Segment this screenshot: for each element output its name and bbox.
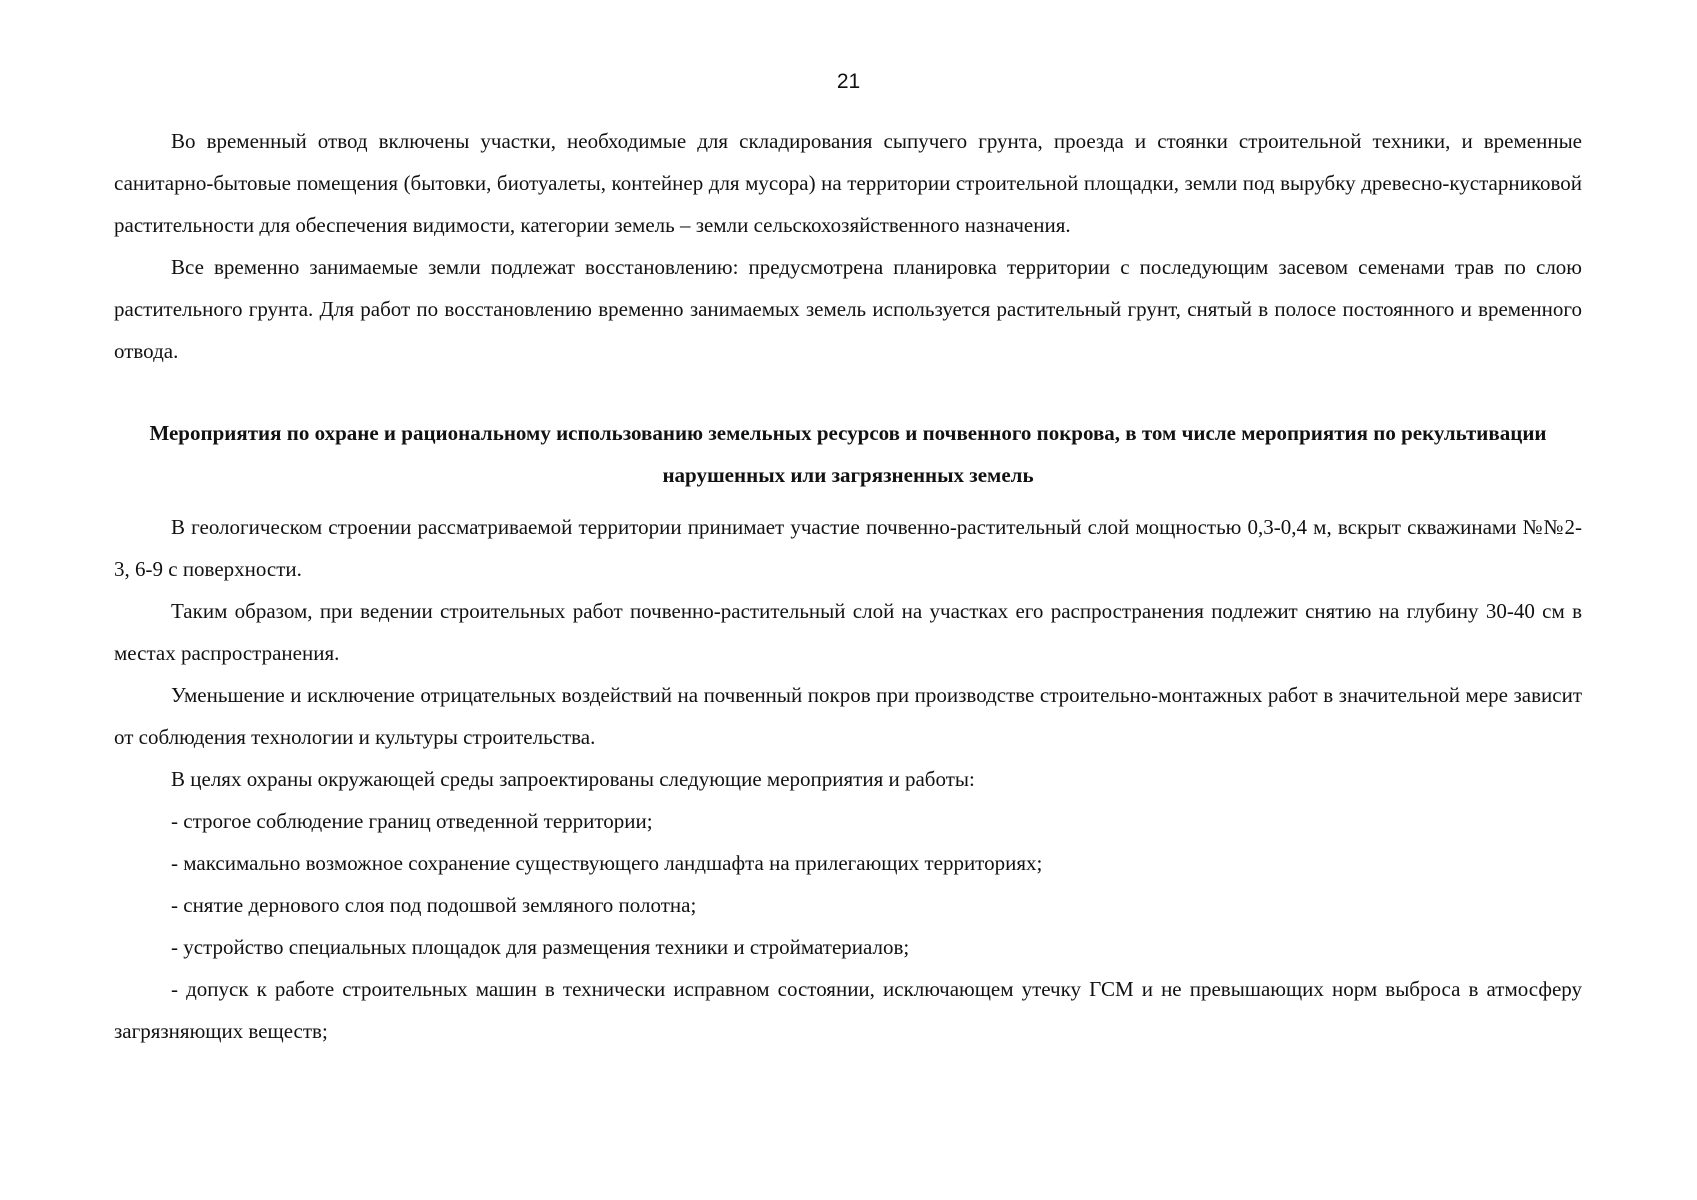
paragraph-measures-intro: В целях охраны окружающей среды запроектированы следующие мероприятия и работы:	[171, 767, 975, 791]
list-item: - устройство специальных площадок для размещения техники и стройматериалов;	[171, 935, 910, 959]
list-item: - строгое соблюдение границ отведенной территории;	[171, 809, 653, 833]
paragraph-soil-removal: Таким образом, при ведении строительных работ почвенно-растительный слой на участках его распространения подлежит снятию на глубину 30-40 см в местах распространения.	[114, 599, 1582, 665]
section-gap	[114, 372, 1582, 412]
paragraph-temporary-allotment: Во временный отвод включены участки, необходимые для складирования сыпучего грунта, проезда и стоянки строительной техники, и временные санитарно-бытовые помещения (бытовки, биотуалеты, контейнер для мусора) на территории строительной площадки, земли под вырубку древесно-кустарниковой растительности для обеспечения видимости, категории земель – земли сельскохозяйственного назначения.	[114, 129, 1582, 237]
paragraph-impact-reduction: Уменьшение и исключение отрицательных воздействий на почвенный покров при производстве строительно-монтажных работ в значительной мере зависит от соблюдения технологии и культуры строительства.	[114, 683, 1582, 749]
paragraph-land-restoration: Все временно занимаемые земли подлежат восстановлению: предусмотрена планировка территории с последующим засевом семенами трав по слою растительного грунта. Для работ по восстановлению временно занимаемых земель используется растительный грунт, снятый в полосе постоянного и временного отвода.	[114, 255, 1582, 363]
list-item: - снятие дернового слоя под подошвой земляного полотна;	[171, 893, 697, 917]
section-heading: Мероприятия по охране и рациональному использованию земельных ресурсов и почвенного покрова, в том числе мероприятия по рекультивации нарушенных или загрязненных земель	[149, 421, 1547, 487]
paragraph-geology: В геологическом строении рассматриваемой территории принимает участие почвенно-растительный слой мощностью 0,3-0,4 м, вскрыт скважинами №№2-3, 6-9 с поверхности.	[114, 515, 1582, 581]
list-item: - допуск к работе строительных машин в технически исправном состоянии, исключающем утечку ГСМ и не превышающих норм выброса в атмосферу загрязняющих веществ;	[114, 977, 1582, 1043]
page-body	[114, 120, 1582, 1052]
page-number: 21	[836, 70, 861, 93]
list-item: - максимально возможное сохранение существующего ландшафта на прилегающих территориях;	[171, 851, 1043, 875]
